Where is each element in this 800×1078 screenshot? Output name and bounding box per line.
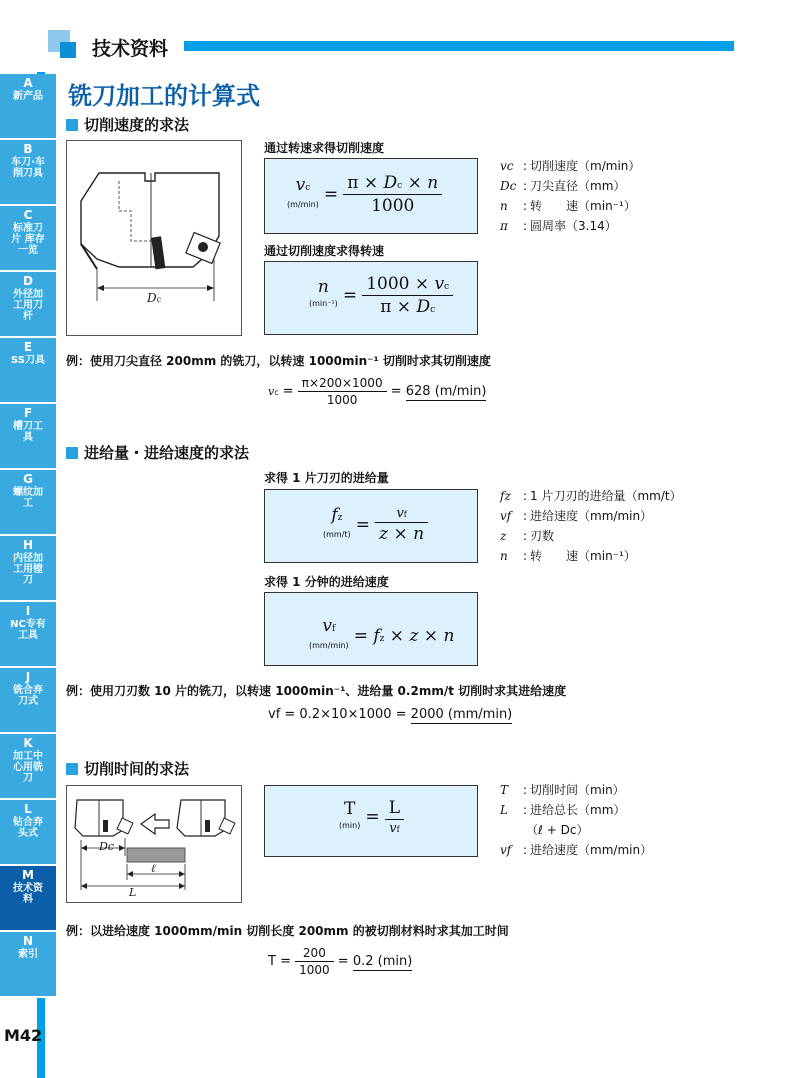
calc-time: T = $\frac{200}{1000}$ = 0.2 (min) xyxy=(268,946,413,977)
section-heading-speed xyxy=(66,114,189,135)
calc-feed xyxy=(268,707,512,722)
fig-l-total-label: L xyxy=(129,886,137,899)
legend-description: 转 速（min⁻¹） xyxy=(530,199,636,213)
legend-row xyxy=(500,800,652,820)
legend-symbol: z xyxy=(500,529,507,543)
legend-row xyxy=(500,820,652,840)
legend-description: 进给速度（mm/min） xyxy=(530,509,653,523)
formula-box-cutting-speed xyxy=(264,158,478,234)
legend-row xyxy=(500,176,640,196)
legend-time xyxy=(500,780,652,860)
chapter-tab-name: 外径加工用刀杆 xyxy=(13,289,43,322)
legend-row xyxy=(500,840,652,860)
fig-dc-label: Dc xyxy=(99,840,114,853)
chapter-tab-letter: N xyxy=(22,934,34,948)
legend-speed xyxy=(500,156,640,236)
legend-symbol: π xyxy=(500,219,508,233)
chapter-tab-name: 铣合弃刀式 xyxy=(13,685,43,707)
chapter-tab-n[interactable] xyxy=(0,932,56,998)
formula-box-feed-rate xyxy=(264,592,478,666)
chapter-tab-letter: B xyxy=(23,142,33,156)
legend-description: 切削速度（m/min） xyxy=(530,159,641,173)
legend-description: 转 速（min⁻¹） xyxy=(530,549,636,563)
legend-row xyxy=(500,526,682,546)
example-speed: 例：使用刀尖直径 200mm 的铣刀，以转速 1000min⁻¹ 切削时求其切削速度 xyxy=(66,354,491,368)
legend-row xyxy=(500,546,682,566)
section-heading-time-text: 切削时间的求法 xyxy=(84,760,190,778)
chapter-tab-name: 钻合弃头式 xyxy=(13,817,43,839)
legend-description: 刃数 xyxy=(530,529,555,543)
chapter-tab-d[interactable] xyxy=(0,272,56,338)
formula-feed-per-tooth: fz (mm/t) = $\frac{vf}{z \times n}$ xyxy=(323,506,428,544)
chapter-tab-name: SS刀具 xyxy=(11,355,45,366)
feed-length-figure xyxy=(66,785,242,903)
legend-row xyxy=(500,156,640,176)
chapter-tab-c[interactable] xyxy=(0,206,56,272)
chapter-tab-name: NC专有工具 xyxy=(10,619,46,641)
feed-length-drawing xyxy=(67,786,243,904)
chapter-tab-name: 加工中心用铣刀 xyxy=(13,751,43,784)
chapter-tab-name: 槽刀工具 xyxy=(13,421,43,443)
chapter-tab-letter: M xyxy=(22,868,34,882)
legend-description: 刀尖直径（mm） xyxy=(530,179,626,193)
chapter-tab-letter: A xyxy=(23,76,33,90)
legend-separator: : xyxy=(523,179,528,193)
label-rpm-from-speed: 通过切削速度求得转速 xyxy=(264,244,385,258)
legend-symbol: L xyxy=(500,803,508,817)
legend-row xyxy=(500,196,640,216)
legend-separator: : xyxy=(523,489,528,503)
chapter-tab-letter: D xyxy=(23,274,33,288)
section-heading-time xyxy=(66,758,189,779)
formula-box-time xyxy=(264,785,478,857)
label-feed-per-tooth: 求得 1 片刀刃的进给量 xyxy=(264,471,389,485)
legend-symbol: vc xyxy=(500,159,514,173)
legend-separator: : xyxy=(523,803,528,817)
chapter-tab-k[interactable] xyxy=(0,734,56,800)
legend-description: 进给速度（mm/min） xyxy=(530,843,653,857)
legend-separator: : xyxy=(523,219,528,233)
chapter-tab-name: 内径加工用镗刀 xyxy=(13,553,43,586)
chapter-tab-letter: K xyxy=(23,736,33,750)
section-marker xyxy=(66,763,78,775)
legend-row xyxy=(500,780,652,800)
legend-separator: : xyxy=(523,509,528,523)
chapter-tab-l[interactable] xyxy=(0,800,56,866)
calc-speed: vc = $\frac{\pi\times 200\times 1000}{1000}$ = 628 (m/min) xyxy=(268,376,487,407)
label-feed-rate: 求得 1 分钟的进给速度 xyxy=(264,575,389,589)
chapter-tab-name: 技术资料 xyxy=(13,883,43,905)
section-marker xyxy=(66,447,78,459)
example-feed: 例：使用刀刃数 10 片的铣刀，以转速 1000min⁻¹、进给量 0.2mm/t 切削时求其进给速度 xyxy=(66,684,567,698)
example-time: 例：以进给速度 1000mm/min 切削长度 200mm 的被切削材料时求其加工时间 xyxy=(66,924,509,938)
chapter-tab-a[interactable] xyxy=(0,74,56,140)
page-title: 铣刀加工的计算式 xyxy=(68,82,260,110)
legend-row xyxy=(500,486,682,506)
legend-symbol: vf xyxy=(500,843,512,857)
formula-feed-rate: vf (mm/min) = fz × z × n xyxy=(309,616,455,650)
fig-l-small-label: ℓ xyxy=(151,862,156,875)
calc-feed-result: 2000 (mm/min) xyxy=(410,707,513,722)
header-title: 技术资料 xyxy=(92,38,169,60)
chapter-tab-name: 新产品 xyxy=(13,91,43,102)
chapter-tab-i[interactable] xyxy=(0,602,56,668)
legend-row xyxy=(500,506,682,526)
legend-symbol: n xyxy=(500,549,508,563)
chapter-tab-letter: C xyxy=(23,208,33,222)
chapter-tab-m[interactable] xyxy=(0,866,56,932)
chapter-tab-letter: I xyxy=(25,604,31,618)
chapter-tab-letter: J xyxy=(25,670,31,684)
chapter-tab-g[interactable] xyxy=(0,470,56,536)
legend-separator: : xyxy=(523,783,528,797)
section-heading-speed-text: 切削速度的求法 xyxy=(84,116,190,134)
legend-separator: : xyxy=(523,529,528,543)
formula-cutting-speed: vc (m/min) = $\frac{\pi \times Dc \times n}{1000}$ xyxy=(287,173,442,216)
formula-time: T (min) = $\frac{L}{vf}$ xyxy=(339,798,404,836)
chapter-tab-letter: F xyxy=(23,406,33,420)
chapter-tab-name: 车刀·车削刀具 xyxy=(11,157,45,179)
legend-separator: : xyxy=(523,199,528,213)
chapter-tab-name: 索引 xyxy=(18,949,38,960)
chapter-tab-letter: E xyxy=(23,340,33,354)
chapter-tab-letter: H xyxy=(22,538,34,552)
legend-description: （ℓ + Dc） xyxy=(526,823,589,837)
chapter-tab-j[interactable] xyxy=(0,668,56,734)
legend-separator: : xyxy=(523,843,528,857)
legend-feed xyxy=(500,486,682,566)
chapter-tab-name: 标准刀片 库存一览 xyxy=(11,223,45,256)
legend-description: 1 片刀刃的进给量（mm/t） xyxy=(530,489,682,503)
legend-symbol: vf xyxy=(500,509,512,523)
legend-description: 进给总长（mm） xyxy=(530,803,626,817)
legend-symbol: fz xyxy=(500,489,511,503)
milling-cutter-figure xyxy=(66,140,242,336)
legend-description: 切削时间（min） xyxy=(530,783,625,797)
chapter-tab-b[interactable] xyxy=(0,140,56,206)
header-decor-square-dark xyxy=(60,42,76,58)
formula-rpm: n (min⁻¹) = $\frac{1000 \times vc}{\pi \times Dc}$ xyxy=(309,274,453,317)
legend-symbol: T xyxy=(500,783,509,797)
label-speed-from-rpm: 通过转速求得切削速度 xyxy=(264,141,385,155)
section-marker xyxy=(66,119,78,131)
section-heading-feed xyxy=(66,442,249,463)
legend-description: 圆周率（3.14） xyxy=(530,219,617,233)
header-bar xyxy=(184,41,734,51)
legend-symbol: n xyxy=(500,199,508,213)
milling-cutter-drawing xyxy=(67,141,243,337)
chapter-tab-h[interactable] xyxy=(0,536,56,602)
calc-feed-expression: vf = 0.2×10×1000 = xyxy=(268,707,411,722)
chapter-tab-letter: L xyxy=(24,802,32,816)
chapter-tab-name: 螺纹加工 xyxy=(13,487,43,509)
section-heading-feed-text: 进给量・进给速度的求法 xyxy=(84,444,250,462)
legend-row xyxy=(500,216,640,236)
chapter-tab-f[interactable] xyxy=(0,404,56,470)
page-number: M42 xyxy=(4,1026,43,1045)
chapter-tab-e[interactable] xyxy=(0,338,56,404)
legend-symbol: Dc xyxy=(500,179,517,193)
legend-separator: : xyxy=(523,159,528,173)
diameter-label: Dc xyxy=(147,291,162,305)
formula-box-feed-per-tooth xyxy=(264,489,478,563)
chapter-tab-letter: G xyxy=(23,472,33,486)
legend-separator: : xyxy=(523,549,528,563)
formula-box-rpm xyxy=(264,261,478,335)
